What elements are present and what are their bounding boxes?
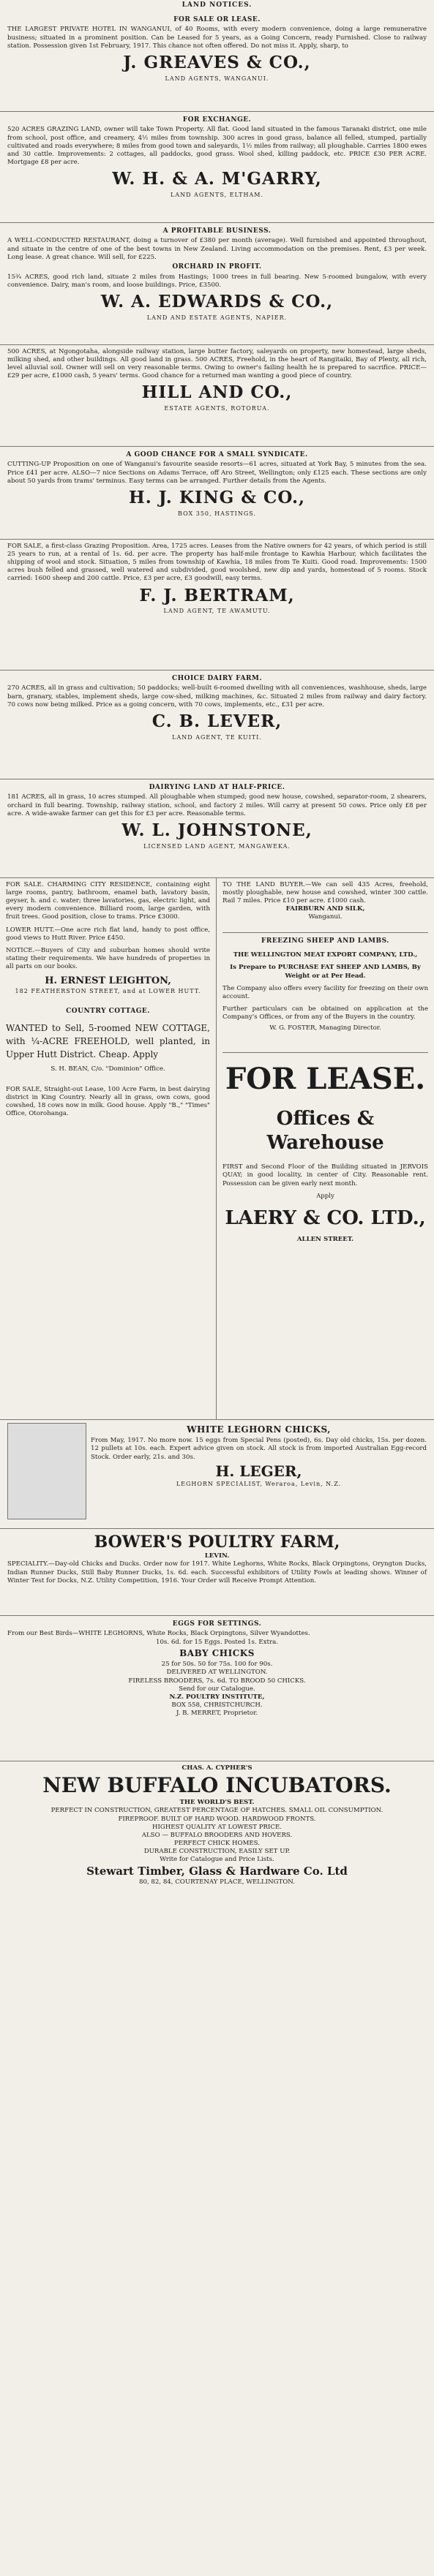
wellington-meat-company: THE WELLINGTON MEAT EXPORT COMPANY, LTD., <box>233 951 418 959</box>
eggs-ad <box>0 1616 434 1761</box>
leghorn-body: From May, 1917. No more now. 15 eggs from Special Pens (posted), 6s. Day old chicks, 15s. per dozen. 12 pullets at 10s. each. Expert advice given on stock. All stock is from imported Australian Egg-record Stock. Order early, 21s. and 30s. <box>91 1437 427 1461</box>
send-catalogue: Send for our Catalogue. <box>179 1685 255 1693</box>
baby-chicks-price: 25 for 50s. 50 for 75s. 100 for 90s. <box>161 1661 273 1669</box>
cypher-line-2: FIREPROOF. BUILT OF HARD WOOD. HARDWOOD FRONTS. <box>118 1815 316 1823</box>
eggs-body: From our Best Birds—WHITE LEGHORNS, White Rocks, Black Orpingtons, Silver Wyandottes. <box>7 1630 310 1638</box>
ad-signature: C. B. LEVER, <box>151 711 283 731</box>
ad-king <box>0 447 434 540</box>
stewart-name: Stewart Timber, Glass & Hardware Co. Ltd <box>86 1864 348 1878</box>
ad-body: 520 ACRES GRAZING LAND, owner will take Town Property. All flat. Good land situated in the famous Taranaki district, one mile from school, post office, and creamery, 4½ miles from township. 300 acres in good grass, balance all felled, stumped, partially cultivated and roads everywhere; 8 miles from good town and saleyards, 1½ miles from railway; all ploughable. Carries 1800 ewes and 30 cattle. Improvements: 2 cottages, all paddocks, good grass. Wool shed, killing paddock, etc. PRICE £30 PER ACRE. Mortgage £8 per acre. <box>7 126 427 167</box>
bean-sig: S. H. BEAN, C/o. "Dominion" Office. <box>50 1065 165 1073</box>
ad-bertram <box>0 540 434 671</box>
land-notices-banner: LAND NOTICES. <box>182 1 252 9</box>
ad-body: CUTTING-UP Proposition on one of Wanganui's favourite seaside resorts—61 acres, situated at York Bay, 5 minutes from the sea. Price £41 per acre. ALSO—7 nice Sections on Adams Terrace, off Aro Street, Wellington; only £125 each. These sections are only about 50 yards from trams' terminus. Easy terms can be arranged. Further details from the Agents. <box>7 461 427 485</box>
ad-signature: J. GREAVES & CO., <box>123 52 311 72</box>
bowers-sub: LEVIN. <box>204 1552 230 1560</box>
eggs-price: 10s. 6d. for 15 Eggs. Posted 1s. Extra. <box>156 1638 278 1646</box>
ad-lever <box>0 671 434 779</box>
ad-signature: W. L. JOHNSTONE, <box>121 820 313 840</box>
right-column <box>217 878 434 1419</box>
straight-lease-ad: FOR SALE, Straight-out Lease, 100 Acre Farm, in best dairying district in King Country. Nearly all in grass, own cows, good cowshed, 18 cows now in milk. Good house. Apply "B.," "Times" Office, Otorohanga. <box>6 1085 210 1118</box>
ad-subtitle: LAND AGENT, TE AWAMUTU. <box>163 608 271 615</box>
leghorn-sub: LEGHORN SPECIALIST, Weraroa, Levin, N.Z. <box>176 1480 342 1487</box>
ad-body: A WELL-CONDUCTED RESTAURANT, doing a turnover of £380 per month (average). Well furnished and appointed throughout, and situate in the centre of one of the best towns in New Zealand. Living accommodation on the premises. Rent, £3 per week. Long lease. A great chance. Will sell, for £225. <box>7 237 427 261</box>
box-address: BOX 558, CHRISTCHURCH. <box>171 1701 263 1710</box>
prepared-text: Is Prepare to PURCHASE FAT SHEEP AND LAMBS, By Weight or at Per Head. <box>230 964 421 980</box>
ad-subtitle: LAND AGENTS, WANGANUI. <box>165 75 269 82</box>
stewart-address: 80, 82, 84, COURTENAY PLACE, WELLINGTON. <box>139 1878 295 1886</box>
ad-title: FOR SALE OR LEASE. <box>173 15 261 23</box>
ad-signature: F. J. BERTRAM, <box>139 585 295 605</box>
bowers-title: BOWER'S POULTRY FARM, <box>94 1532 340 1552</box>
bowers-body: SPECIALITY.—Day-old Chicks and Ducks. Order now for 1917. White Leghorns, White Rocks, Black Orpingtons, Oryngton Ducks, Indian Runner Ducks, Still Baby Runner Ducks, 1s. 6d. each. Successful exhibitors of Utility Fowls at leading shows. Winner of Winter Test for Docks, N.Z. Utility Competition, 1916. Your Order will Receive Prompt Attention. <box>7 1560 427 1584</box>
cypher-name: CHAS. A. CYPHER'S <box>182 1764 252 1772</box>
leighton-name: H. ERNEST LEIGHTON, <box>45 975 171 987</box>
ad-title: DAIRYING LAND AT HALF-PRICE. <box>149 783 285 791</box>
merret-sig: J. B. MERRET, Proprietor. <box>176 1710 258 1718</box>
ad-body-2: 15¾ ACRES, good rich land, situate 2 miles from Hastings; 1000 trees in full bearing. New 5-roomed bungalow, with every convenience. Dairy, man's room, and loose buildings. Price, £3500. <box>7 273 427 289</box>
ad-signature: W. H. & A. M'GARRY, <box>112 169 322 189</box>
ad-title-2: ORCHARD IN PROFIT. <box>172 262 262 271</box>
ad-title: A PROFITABLE BUSINESS. <box>162 227 272 235</box>
fairburn-name: FAIRBURN AND SILK, <box>285 905 365 913</box>
ad-body: 500 ACRES, at Ngongotaha, alongside railway station, large butter factory, saleyards on property, new homestead, large sheds, milking shed, and other buildings. All good land in grass. 500 ACRES, Freehold, in the heart of Rangitaiki, Bay of Plenty, all rich, level alluvial soil. Owner will sell on very reasonable terms. Owing to owner's failing health he is prepared to sacrifice. PRICE—£29 per acre, £1000 cash, 5 years' terms. Good chance for a returned man wanting a good piece of country. <box>7 347 427 380</box>
ad-subtitle: LAND AND ESTATE AGENTS, NAPIER. <box>146 314 288 321</box>
land-buyer-ad: TO THE LAND BUYER.—We can sell 435 Acres, freehold, mostly ploughable, new house and cowshed, winter 300 cattle. Rail 7 miles. Price £10 per acre. £1000 cash. <box>222 880 428 905</box>
ad-title: CHOICE DAIRY FARM. <box>171 674 263 682</box>
country-cottage-title: COUNTRY COTTAGE. <box>66 1007 150 1015</box>
cypher-line-7: Write for Catalogue and Price Lists. <box>160 1856 274 1864</box>
cypher-line-1: PERFECT IN CONSTRUCTION, GREATEST PERCENTAGE OF HATCHES. SMALL OIL CONSUMPTION. <box>50 1807 384 1815</box>
ad-mgarry <box>0 112 434 223</box>
ad-edwards <box>0 223 434 345</box>
ad-body: 270 ACRES, all in grass and cultivation; 50 paddocks; well-built 6-roomed dwelling with all conveniences, washhouse, sheds, large barn, granary, stables, implement sheds, large cow-shed, milking machines, &c. Situated 2 miles from railway and dairy factory. 70 cows now being milked. Price as a going concern, with 70 cows, implements, etc., £31 per acre. <box>7 684 427 709</box>
ad-body: 181 ACRES, all in grass, 10 acres stumped. All ploughable when stumped; good new house, cowshed, separator-room, 2 shearers, orchard in full bearing. Township, railway station, school, and factory 2 miles. Will carry at present 50 cows. Price only £8 per acre. A wide-awake farmer can get this for £3 per acre. Reasonable terms. <box>7 793 427 817</box>
freezing-title: FREEZING SHEEP AND LAMBS. <box>222 932 428 946</box>
lower-hutt: LOWER HUTT.—One acre rich flat land, handy to post office, good views to Hutt River. Price £450. <box>6 926 210 942</box>
ad-subtitle: LICENSED LAND AGENT, MANGAWEKA. <box>143 842 291 850</box>
delivered: DELIVERED AT WELLINGTON. <box>166 1669 268 1677</box>
ad-title: FOR EXCHANGE. <box>182 116 252 124</box>
leighton-address: 182 FEATHERSTON STREET, and at LOWER HUTT. <box>15 988 201 995</box>
for-lease-title: FOR LEASE. <box>222 1052 428 1098</box>
leghorn-sig: H. LEGER, <box>215 1462 302 1480</box>
laery-name: LAERY & CO. LTD., <box>225 1206 426 1229</box>
ad-greaves <box>0 12 434 112</box>
ad-subtitle: LAND AGENT, TE KUITI. <box>172 733 262 741</box>
ad-subtitle: LAND AGENTS, ELTHAM. <box>171 192 263 199</box>
ad-body: THE LARGEST PRIVATE HOTEL IN WANGANUI, of 40 Rooms, with every modern convenience, doing a large remunerative business; situated in a prominent position. Can be Leased for 5 years, as a Going Concern, ready Furnished. Close to railway station. Possession given 1st February, 1917. This chance not often offered. Do not miss it. Apply, sharp, to <box>7 26 427 50</box>
cypher-ad <box>0 1761 434 1921</box>
chick-illustration <box>7 1423 86 1519</box>
apply-text: Apply <box>316 1192 334 1200</box>
left-column <box>0 878 217 1419</box>
ad-signature: W. A. EDWARDS & CO., <box>100 291 334 311</box>
two-column-section <box>0 878 434 1420</box>
ad-subtitle: BOX 350, HASTINGS. <box>178 510 256 517</box>
notice: NOTICE.—Buyers of City and suburban homes should write stating their requirements. We have hundreds of properties in all parts on our books. <box>6 946 210 971</box>
ad-signature: H. J. KING & CO., <box>128 487 306 507</box>
ad-title: A GOOD CHANCE FOR A SMALL SYNDICATE. <box>126 450 308 458</box>
cypher-line-3: HIGHEST QUALITY AT LOWEST PRICE. <box>152 1823 282 1831</box>
company-facility: The Company also offers every facility for freezing on their own account. <box>222 984 428 1000</box>
fireless-brooders: FIRELESS BROODERS, 7s. 6d. TO BROOD 50 CHICKS. <box>128 1677 306 1685</box>
ad-johnstone <box>0 779 434 878</box>
charming-residence: FOR SALE. CHARMING CITY RESIDENCE, containing eight large rooms, pantry, bathroom, enamel bath, lavatory basin, geyser, h. and c. water; three lavatories, gas, electric light, and every modern convenience. Billiard room, large garden, with fruit trees. Good position, close to trams. Price £3000. <box>6 880 210 921</box>
eggs-title: EGGS FOR SETTINGS. <box>172 1620 262 1628</box>
baby-chicks-title: BABY CHICKS <box>179 1647 255 1658</box>
leghorn-title: WHITE LEGHORN CHICKS, <box>187 1424 331 1435</box>
wanted-ad: WANTED to Sell, 5-roomed NEW COTTAGE, with ¼-ACRE FREEHOLD, well planted, in Upper Hutt District. Cheap. Apply <box>6 1023 210 1060</box>
fairburn-place: Wanganui. <box>308 913 343 921</box>
further-particulars: Further particulars can be obtained on application at the Company's Offices, or from any of the Buyers in the country. <box>222 1005 428 1021</box>
cypher-line-4: ALSO — BUFFALO BROODERS AND HOVERS. <box>141 1831 293 1839</box>
leghorn-ad <box>0 1420 434 1529</box>
cypher-best: THE WORLD'S BEST. <box>179 1799 255 1807</box>
ad-hill <box>0 345 434 447</box>
cypher-line-5: PERFECT CHICK HOMES. <box>174 1840 260 1848</box>
ad-subtitle: ESTATE AGENTS, ROTORUA. <box>164 405 270 412</box>
nz-poultry-institute: N.Z. POULTRY INSTITUTE, <box>169 1693 265 1701</box>
allen-street: ALLEN STREET. <box>296 1235 354 1243</box>
cypher-title: NEW BUFFALO INCUBATORS. <box>42 1772 392 1797</box>
ad-signature: HILL AND CO., <box>141 382 293 403</box>
foster-sig: W. G. FOSTER, Managing Director. <box>269 1024 381 1032</box>
first-floor-ad: FIRST and Second Floor of the Building situated in JERVOIS QUAY; in good locality, in center of City. Reasonable rent. Possession can be given early next month. <box>222 1163 428 1187</box>
offices-warehouse-title: Offices & Warehouse <box>266 1107 384 1155</box>
bowers-ad <box>0 1529 434 1616</box>
cypher-line-6: DURABLE CONSTRUCTION, EASILY SET UP. <box>143 1848 291 1856</box>
ad-body: FOR SALE, a first-class Grazing Proposition. Area, 1725 acres. Leases from the Native owners for 42 years, of which period is still 25 years to run, at a rental of 1s. 6d. per acre. The property has half-mile frontage to Kawhia Harbour, which facilitates the shipping of wool and stock. Situation, 5 miles from township of Kawhia, 18 miles from Te Kuiti. Good road. Improvements: 1500 acres bush felled and grassed, well watered and subdivided, good woolshed, new dip and yards, homestead of 5 rooms. Stock carried: 1600 sheep and 200 cattle. Price, £3 per acre, £3 goodwill, easy terms. <box>7 542 427 583</box>
